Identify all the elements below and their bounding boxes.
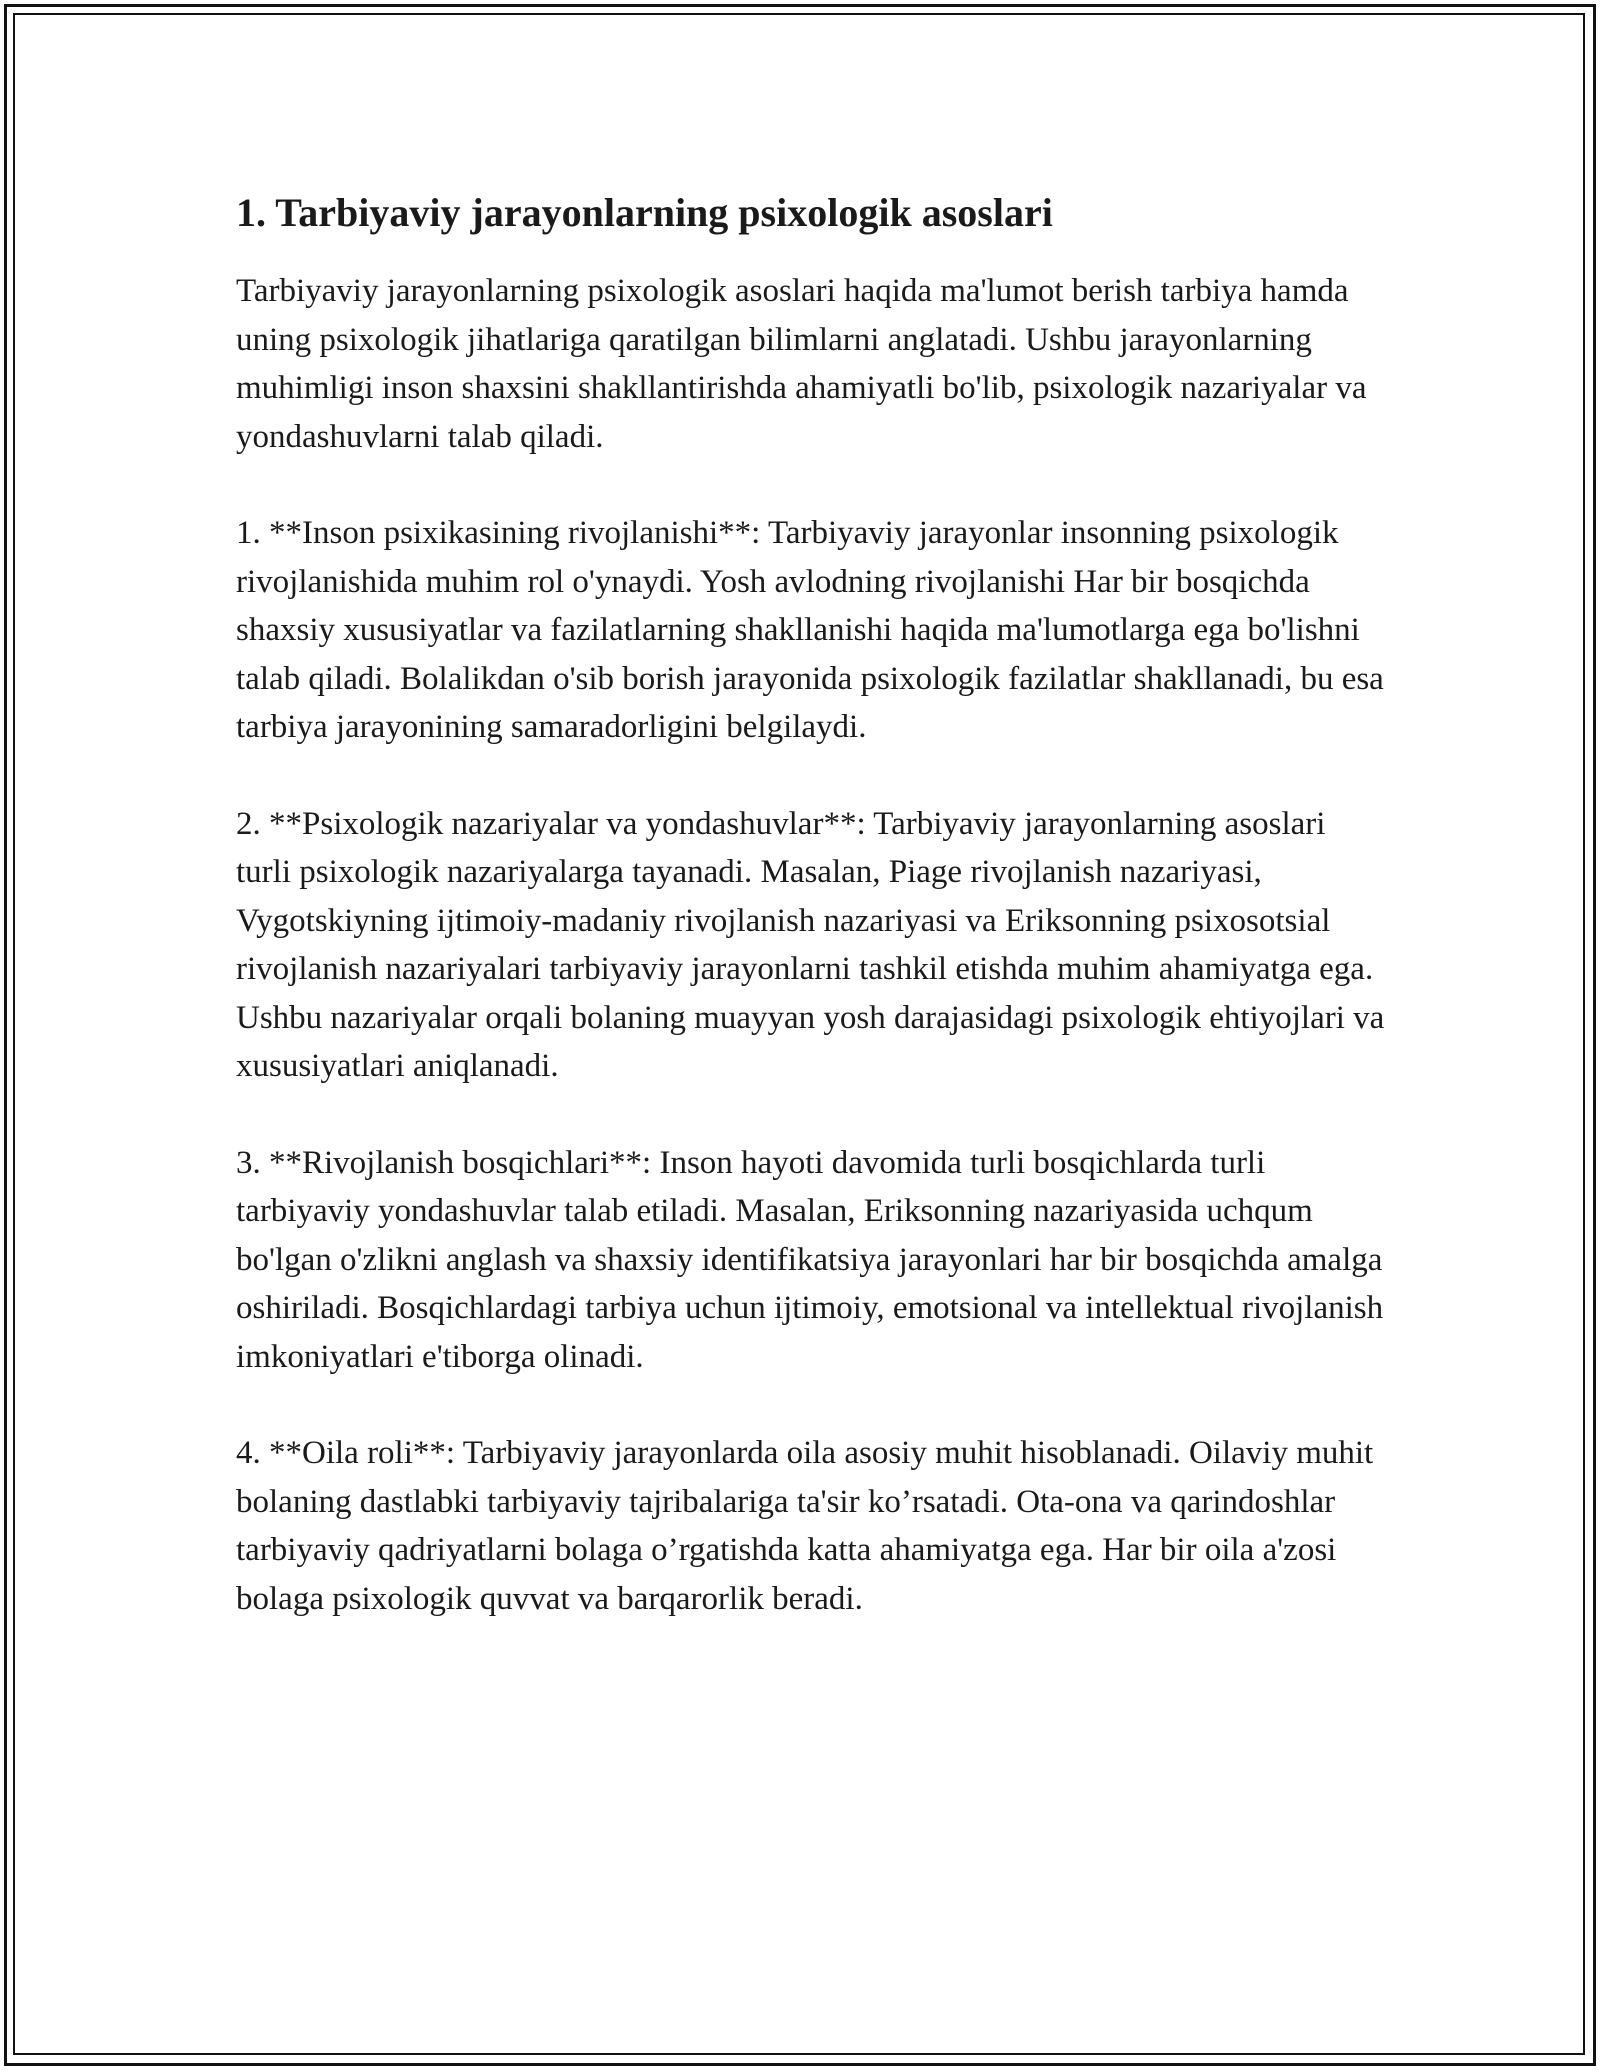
intro-paragraph: Tarbiyaviy jarayonlarning psixologik asoslari haqida ma'lumot berish tarbiya hamda uning psixologik jihatlariga qaratilgan bilimlarni anglatadi. Ushbu jarayonlarning muhimligi inson shaxsini shakllantirishda ahamiyatli bo'lib, psixologik nazariyalar va yondashuvlarni talab qiladi.: [236, 273, 1367, 455]
section-paragraph-1: 1. **Inson psixikasining rivojlanishi**: Tarbiyaviy jarayonlar insonning psixologik rivojlanishida muhim rol o'ynaydi. Yosh avlodning rivojlanishi Har bir bosqichda shaxsiy xususiyatlar va fazilatlarning shakllanishi haqida ma'lumotlarga ega bo'lishni talab qiladi. Bolalikdan o'sib borish jarayonida psixologik fazilatlar shakllanadi, bu esa tarbiya jarayonining samaradorligini belgilaydi.: [236, 515, 1384, 745]
document-body: [236, 185, 1386, 1671]
section-paragraph-3: 3. **Rivojlanish bosqichlari**: Inson hayoti davomida turli bosqichlarda turli tarbiyaviy yondashuvlar talab etiladi. Masalan, Eriksonning nazariyasida uchqum bo'lgan o'zlikni anglash va shaxsiy identifikatsiya jarayonlari har bir bosqichda amalga oshiriladi. Bosqichlardagi tarbiya uchun ijtimoiy, emotsional va intellektual rivojlanish imkoniyatlari e'tiborga olinadi.: [236, 1144, 1384, 1375]
section-paragraph-2: 2. **Psixologik nazariyalar va yondashuvlar**: Tarbiyaviy jarayonlarning asoslari turli psixologik nazariyalarga tayanadi. Masalan, Piage rivojlanish nazariyasi, Vygotskiyning ijtimoiy-madaniy rivojlanish nazariyasi va Eriksonning psixosotsial rivojlanish nazariyalari tarbiyaviy jarayonlarni tashkil etishda muhim ahamiyatga ega. Ushbu nazariyalar orqali bolaning muayyan yosh darajasidagi psixologik ehtiyojlari va xususiyatlari aniqlanadi.: [236, 805, 1385, 1084]
section-paragraph-4: 4. **Oila roli**: Tarbiyaviy jarayonlarda oila asosiy muhit hisoblanadi. Oilaviy muhit bolaning dastlabki tarbiyaviy tajribalariga ta'sir ko’rsatadi. Ota-ona va qarindoshlar tarbiyaviy qadriyatlarni bolaga o’rgatishda katta ahamiyatga ega. Har bir oila a'zosi bolaga psixologik quvvat va barqarorlik beradi.: [236, 1435, 1374, 1617]
document-title: 1. Tarbiyaviy jarayonlarning psixologik asoslari: [236, 190, 1053, 235]
